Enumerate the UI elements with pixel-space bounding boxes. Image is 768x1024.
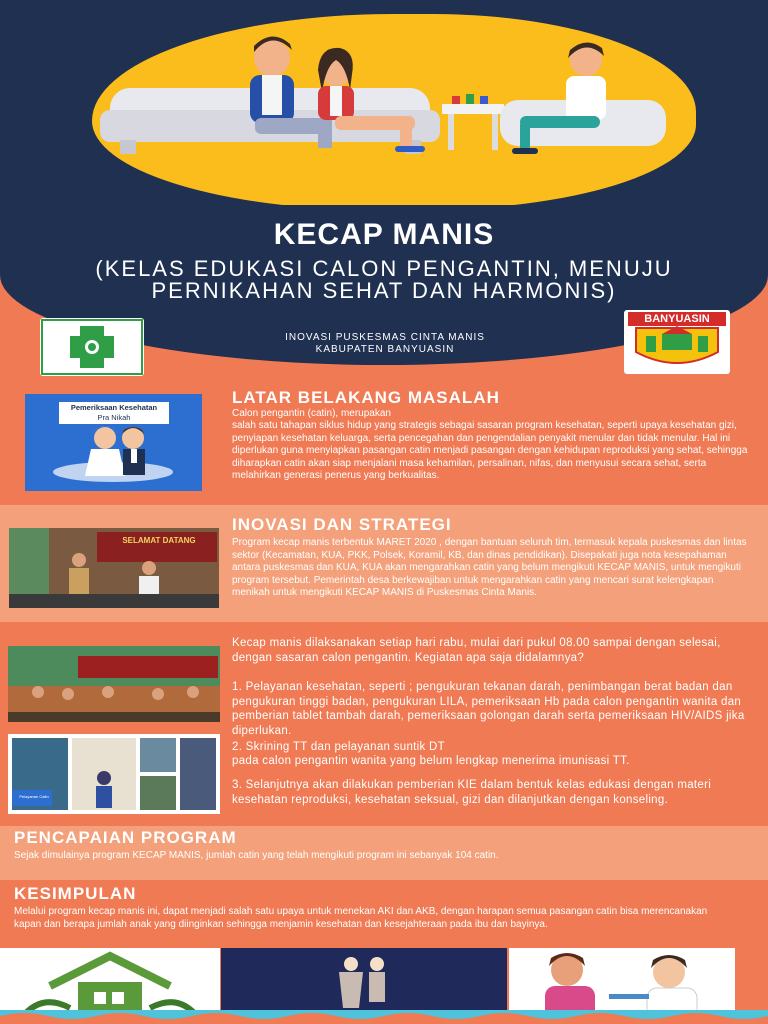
image-caption-1: Pemeriksaan Kesehatan xyxy=(70,403,158,412)
org-line-2: KABUPATEN BANYUASIN xyxy=(315,344,455,355)
latar-first-line: Calon pengantin (catin), merupakan xyxy=(232,408,391,419)
page-title: KECAP MANIS xyxy=(273,218,495,251)
kegiatan-intro: Kecap manis dilaksanakan setiap hari rabu, mulai dari pukul 08.00 sampai dengan selesai, dengan sasaran calon pengantin. Kegiatan apa saja didalamnya? xyxy=(232,637,721,664)
section-title-inovasi: INOVASI DAN STRATEGI xyxy=(232,515,452,534)
banyuasin-label: BANYUASIN xyxy=(628,312,726,326)
inovasi-body: Program kecap manis terbentuk MARET 2020 , dengan bantuan seluruh tim, termasuk kepala puskesmas dan lintas sektor (Kecamatan, KUA, PKK, Polsek, Koramil, KB, dan dinas pendidikan). Disepakati juga nota kesepahaman antara puskesmas dan KUA, KUA akan mengarahkan catin yang belum mengikuti KECAP MANIS, untuk mengikuti program tersebut. Pemerintah desa berkewajiban untuk mengarahkan catin yang mencari surat kelengkapan menikah untuk mengikuti KECAP MANIS di Puskesmas Cinta Manis. xyxy=(232,537,747,598)
kegiatan-item-2a: 2. Skrining TT dan pelayanan suntik DT xyxy=(232,741,445,753)
section-title-latar: LATAR BELAKANG MASALAH xyxy=(232,388,500,407)
section-title-pencapaian: PENCAPAIAN PROGRAM xyxy=(14,828,237,847)
kesimpulan-body: Melalui program kecap manis ini, dapat menjadi salah satu upaya untuk menekan AKI dan AKB, dengan harapan semua pasangan catin bisa merencanakan kapan dan berapa jumlah anak yang diinginkan sehingga menjamin kesehatan dan kesejahteraan pada ibu dan bayinya. xyxy=(14,906,708,930)
bride-groom-icon xyxy=(25,394,202,491)
inovasi-meeting-photo xyxy=(9,528,219,608)
welcome-banner-text: SELAMAT DATANG xyxy=(122,536,196,545)
class-photo-icon xyxy=(8,646,220,722)
org-line-1: INOVASI PUSKESMAS CINTA MANIS xyxy=(285,332,485,343)
image-caption-2: Pra Nikah xyxy=(97,413,131,422)
decorative-wave xyxy=(0,1010,768,1024)
puskesmas-logo xyxy=(40,318,144,376)
kegiatan-class-photo xyxy=(8,646,220,722)
premarital-check-image xyxy=(25,394,202,491)
organization xyxy=(250,332,520,356)
health-cross-icon xyxy=(40,318,144,376)
kegiatan-item-3: 3. Selanjutnya akan dilakukan pemberian KIE dalam bentuk kelas edukasi dengan materi kesehatan reproduksi, kesehatan seksual, gizi dan dilanjutkan dengan konseling. xyxy=(232,779,712,806)
hero-illustration xyxy=(0,0,768,215)
kegiatan-item-2b: pada calon pengantin wanita yang belum lengkap menerima imunisasi TT. xyxy=(232,755,630,767)
service-photo-label: Pelayanan Catin xyxy=(19,794,49,799)
page-subtitle: (KELAS EDUKASI CALON PENGANTIN, MENUJU PERNIKAHAN SEHAT DAN HARMONIS) xyxy=(95,256,673,303)
regency-crest-icon xyxy=(624,310,730,374)
kegiatan-collage-photo xyxy=(8,734,220,814)
kegiatan-item-1: 1. Pelayanan kesehatan, seperti ; pengukuran tekanan darah, penimbangan berat badan dan pengukuran tinggi badan, pengukuran LILA, pemeriksaan Hb pada calon pengantin wanita dan pemberian tablet tambah darah, pemeriksaan golongan darah serta pemeriksaan HIV/AIDS jika diperlukan. xyxy=(232,681,745,737)
service-collage-icon xyxy=(8,734,220,814)
section-title-kesimpulan: KESIMPULAN xyxy=(14,884,137,903)
banyuasin-logo xyxy=(624,310,730,374)
couple-consultation-illustration xyxy=(0,0,768,215)
pencapaian-body: Sejak dimulainya program KECAP MANIS, jumlah catin yang telah mengikuti program ini sebanyak 104 catin. xyxy=(14,850,499,861)
latar-body: salah satu tahapan siklus hidup yang strategis sebagai sasaran program kesehatan, seperti upaya kesehatan gizi, penyiapan kesehatan keluarga, serta pencegahan dan pengendalian penyakit menular dan tidak menular. Hal ini diperlukan guna menyiapkan pasangan catin menjadi pasangan dengan kehidupan reproduksi yang sehat, sehingga diharapkan catin akan siap menjalani masa kehamilan, persalinan, nifas, dan menyusui secara sehat, serta melahirkan generasi penerus yang berkualitas. xyxy=(232,420,748,481)
